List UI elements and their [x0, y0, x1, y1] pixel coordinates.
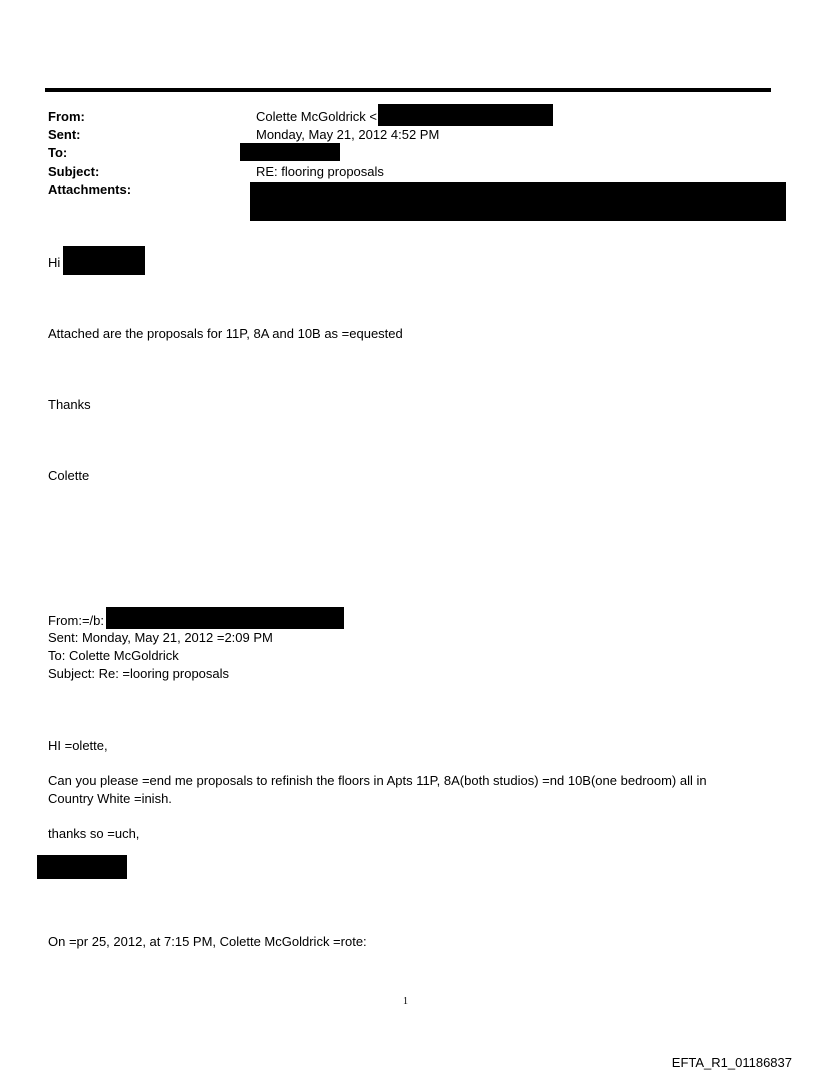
quoted-para-line-1: Can you please =end me proposals to refinish the floors in Apts 11P, 8A(both studios) =nd 10B(one bedroom) all in: [48, 773, 707, 788]
quoted-on-line: On =pr 25, 2012, at 7:15 PM, Colette McGoldrick =rote:: [48, 934, 367, 949]
header-rule: [45, 88, 771, 92]
to-label: To:: [48, 145, 68, 160]
subject-value: RE: flooring proposals: [256, 164, 384, 179]
redaction-to: [240, 143, 340, 161]
redaction-attachments: [250, 182, 786, 221]
from-value: Colette McGoldrick <: [256, 109, 378, 124]
quoted-to-line: To: Colette McGoldrick: [48, 648, 179, 663]
sent-label: Sent:: [48, 127, 81, 142]
attachments-label: Attachments:: [48, 182, 132, 197]
quoted-para-line-2: Country White =inish.: [48, 791, 172, 806]
from-label: From:: [48, 109, 85, 124]
quoted-subject-line: Subject: Re: =looring proposals: [48, 666, 230, 681]
redaction-from-email: [378, 104, 553, 126]
redaction-quoted-signature: [37, 855, 127, 879]
bates-number: EFTA_R1_01186837: [671, 1055, 792, 1070]
body-line-1: Attached are the proposals for 11P, 8A and 10B as =equested: [48, 326, 403, 341]
greeting: Hi: [48, 255, 61, 270]
quoted-closing: thanks so =uch,: [48, 826, 140, 841]
quoted-sent-line: Sent: Monday, May 21, 2012 =2:09 PM: [48, 630, 273, 645]
quoted-greeting: HI =olette,: [48, 738, 108, 753]
signature: Colette: [48, 468, 90, 483]
redaction-quoted-from: [106, 607, 344, 629]
page-number: 1: [403, 996, 408, 1007]
redaction-greeting-name: [63, 246, 145, 275]
quoted-from-line: From:=/b:: [48, 613, 104, 628]
subject-label: Subject:: [48, 164, 100, 179]
thanks-line: Thanks: [48, 397, 91, 412]
sent-value: Monday, May 21, 2012 4:52 PM: [256, 127, 440, 142]
